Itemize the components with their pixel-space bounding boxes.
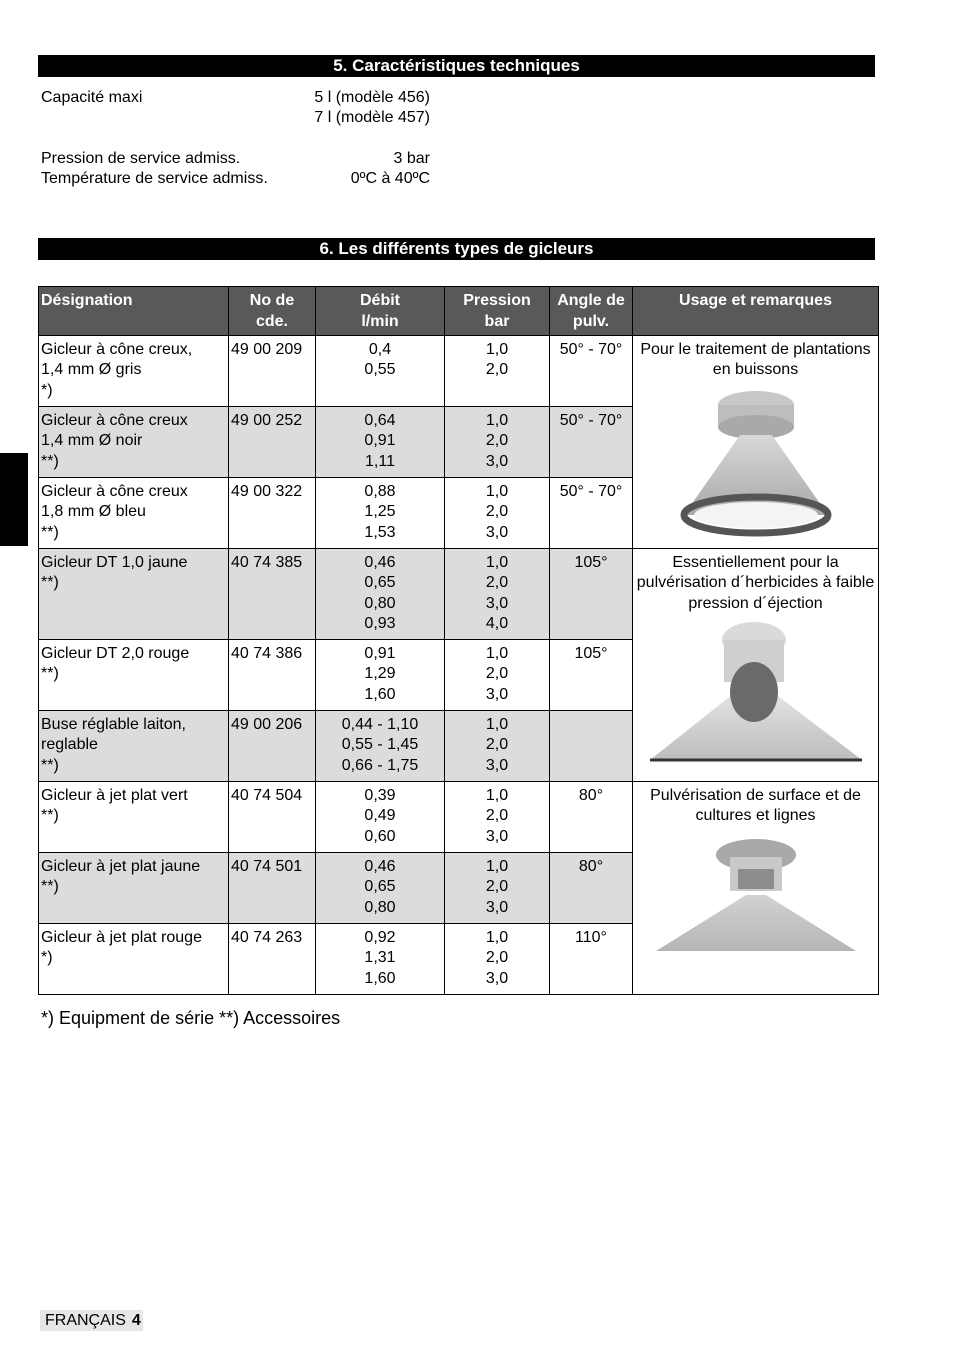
pressure-values: 1,0 2,0 3,0 xyxy=(445,640,550,711)
spray-angle: 105° xyxy=(550,549,633,640)
section-6-title: 6. Les différents types de gicleurs xyxy=(38,238,875,260)
usage-remarks xyxy=(633,336,879,549)
flow-values: 0,44 - 1,10 0,55 - 1,45 0,66 - 1,75 xyxy=(316,711,445,782)
footer-language: FRANÇAIS xyxy=(45,1312,126,1329)
usage-text: Essentiellement pour la pulvérisation d´herbicides à faible pression d´éjection xyxy=(636,554,875,612)
page-footer xyxy=(40,1310,143,1331)
order-number: 49 00 322 xyxy=(229,478,316,549)
pressure-values: 1,0 2,0 3,0 xyxy=(445,924,550,995)
order-number: 49 00 206 xyxy=(229,711,316,782)
flat-jet-nozzle-icon xyxy=(635,833,876,981)
pressure-values: 1,0 2,0 xyxy=(445,336,550,407)
header-angle: Angle de pulv. xyxy=(550,287,633,336)
header-pressure: Pression bar xyxy=(445,287,550,336)
spec-label-pressure: Pression de service admiss. xyxy=(41,150,241,167)
hollow-cone-nozzle-icon xyxy=(635,387,876,545)
table-row xyxy=(39,336,879,407)
header-usage: Usage et remarques xyxy=(633,287,879,336)
nozzle-designation: Gicleur à jet plat vert **) xyxy=(39,782,229,853)
spray-angle xyxy=(550,711,633,782)
flow-values: 0,46 0,65 0,80 xyxy=(316,853,445,924)
page-number: 4 xyxy=(131,1312,141,1329)
nozzle-designation: Gicleur à cône creux, 1,4 mm Ø gris *) xyxy=(39,336,229,407)
nozzle-designation: Gicleur DT 2,0 rouge **) xyxy=(39,640,229,711)
pressure-values: 1,0 2,0 3,0 xyxy=(445,711,550,782)
nozzle-designation: Gicleur à jet plat rouge *) xyxy=(39,924,229,995)
pressure-values: 1,0 2,0 3,0 xyxy=(445,407,550,478)
nozzle-designation: Gicleur DT 1,0 jaune **) xyxy=(39,549,229,640)
side-tab-marker xyxy=(0,453,28,546)
table-row xyxy=(39,549,879,640)
section-5-title: 5. Caractéristiques techniques xyxy=(38,55,875,77)
pressure-values: 1,0 2,0 3,0 xyxy=(445,478,550,549)
usage-text: Pulvérisation de surface et de cultures et lignes xyxy=(650,787,861,825)
spray-angle: 80° xyxy=(550,782,633,853)
spec-label-capacity: Capacité maxi xyxy=(41,89,143,106)
pressure-values: 1,0 2,0 3,0 xyxy=(445,853,550,924)
header-flow: Débit l/min xyxy=(316,287,445,336)
spray-angle: 50° - 70° xyxy=(550,407,633,478)
nozzle-designation: Gicleur à cône creux 1,4 mm Ø noir **) xyxy=(39,407,229,478)
spec-value-capacity-456: 5 l (modèle 456) xyxy=(314,89,430,106)
spec-label-temperature: Température de service admiss. xyxy=(41,170,268,187)
usage-remarks xyxy=(633,549,879,782)
spec-value-pressure: 3 bar xyxy=(393,150,430,167)
usage-remarks xyxy=(633,782,879,995)
spray-angle: 110° xyxy=(550,924,633,995)
order-number: 49 00 209 xyxy=(229,336,316,407)
spray-angle: 50° - 70° xyxy=(550,478,633,549)
flow-values: 0,64 0,91 1,11 xyxy=(316,407,445,478)
order-number: 40 74 263 xyxy=(229,924,316,995)
flow-values: 0,92 1,31 1,60 xyxy=(316,924,445,995)
spec-value-capacity-457: 7 l (modèle 457) xyxy=(314,109,430,126)
nozzle-designation: Gicleur à jet plat jaune **) xyxy=(39,853,229,924)
flow-values: 0,91 1,29 1,60 xyxy=(316,640,445,711)
order-number: 40 74 501 xyxy=(229,853,316,924)
spray-angle: 105° xyxy=(550,640,633,711)
header-designation: Désignation xyxy=(39,287,229,336)
order-number: 40 74 504 xyxy=(229,782,316,853)
flow-values: 0,39 0,49 0,60 xyxy=(316,782,445,853)
spray-angle: 50° - 70° xyxy=(550,336,633,407)
spray-angle: 80° xyxy=(550,853,633,924)
pressure-values: 1,0 2,0 3,0 xyxy=(445,782,550,853)
nozzle-table xyxy=(38,286,879,995)
usage-text: Pour le traitement de plantations en buissons xyxy=(640,341,871,379)
order-number: 40 74 385 xyxy=(229,549,316,640)
solid-cone-nozzle-icon xyxy=(635,620,876,778)
order-number: 40 74 386 xyxy=(229,640,316,711)
order-number: 49 00 252 xyxy=(229,407,316,478)
table-header-row xyxy=(39,287,879,336)
flow-values: 0,88 1,25 1,53 xyxy=(316,478,445,549)
header-order-no: No de cde. xyxy=(229,287,316,336)
flow-values: 0,46 0,65 0,80 0,93 xyxy=(316,549,445,640)
nozzle-designation: Gicleur à cône creux 1,8 mm Ø bleu **) xyxy=(39,478,229,549)
footnote: *) Equipment de série **) Accessoires xyxy=(41,1008,341,1028)
pressure-values: 1,0 2,0 3,0 4,0 xyxy=(445,549,550,640)
flow-values: 0,4 0,55 xyxy=(316,336,445,407)
table-row xyxy=(39,782,879,853)
nozzle-designation: Buse réglable laiton, reglable **) xyxy=(39,711,229,782)
spec-value-temperature: 0ºC à 40ºC xyxy=(350,170,430,187)
